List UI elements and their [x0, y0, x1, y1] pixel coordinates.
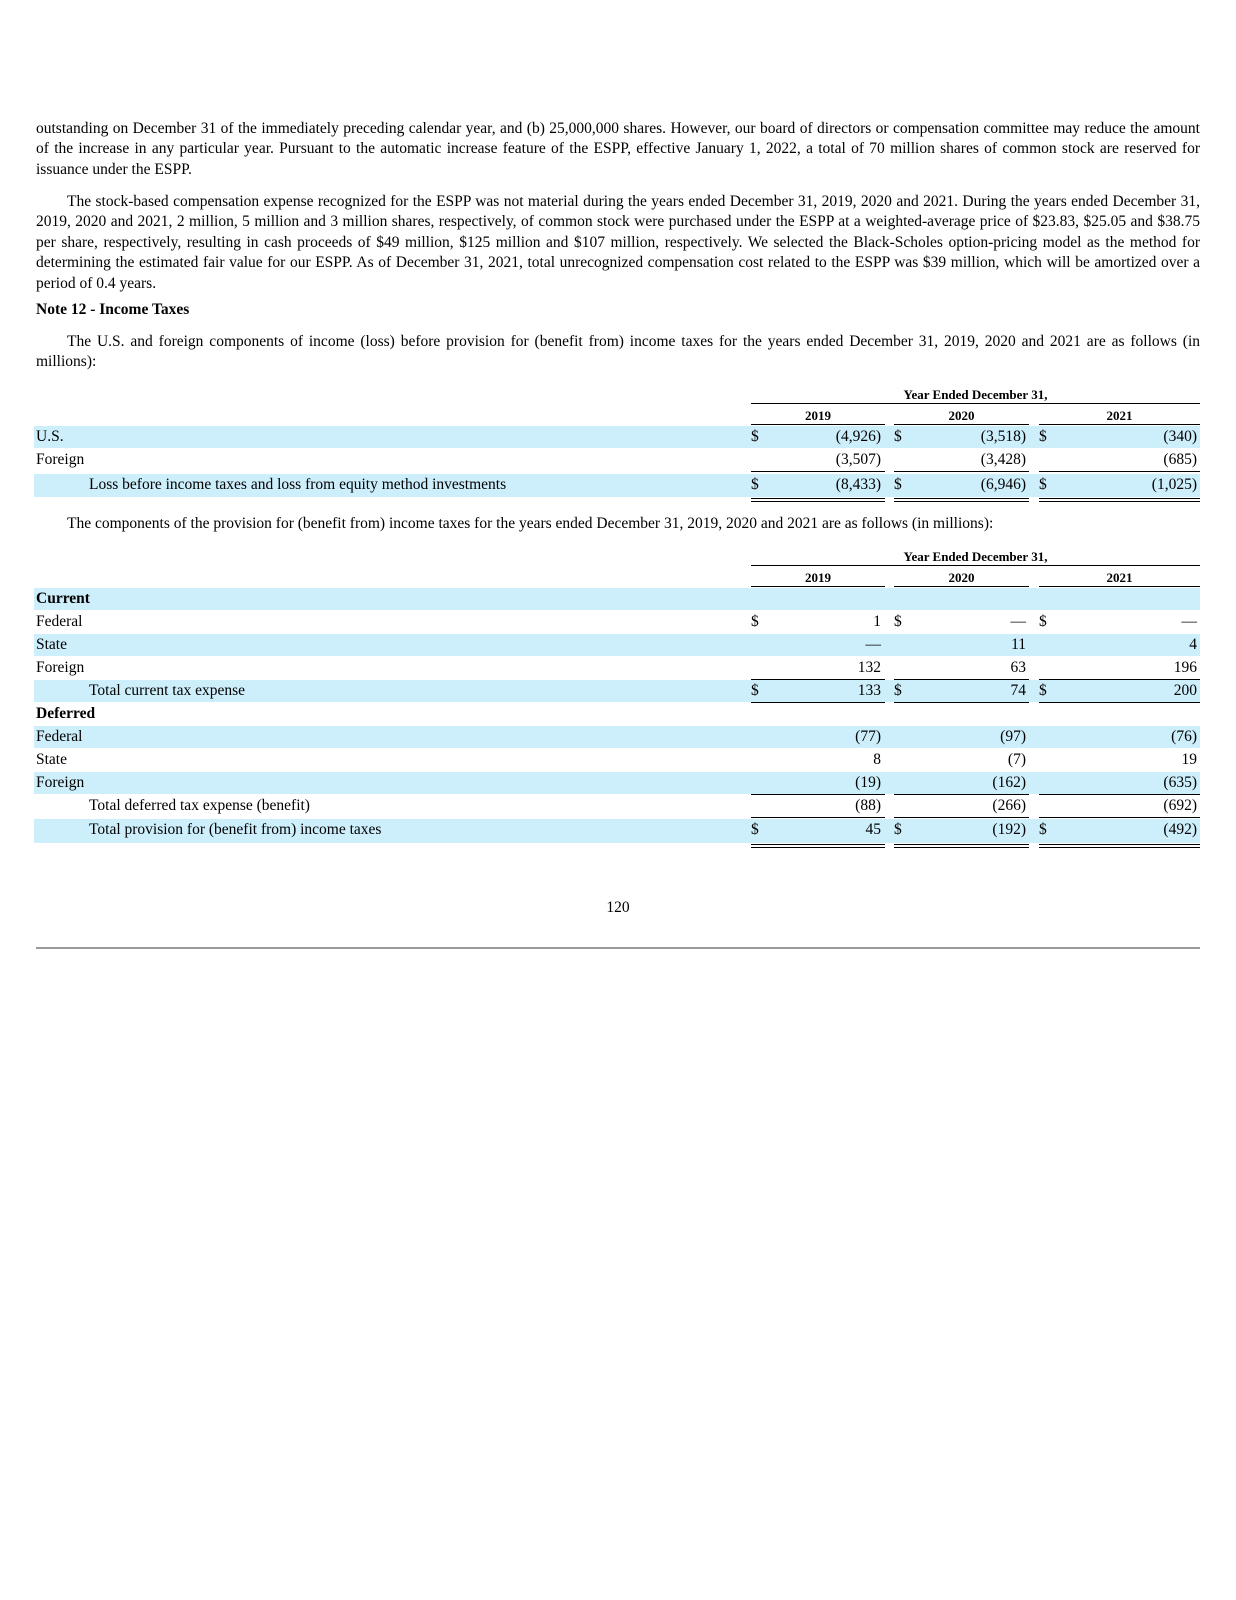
subtotal-rule	[751, 471, 885, 472]
row-label: Foreign	[36, 659, 85, 676]
dollar-sign: $	[751, 613, 759, 630]
value-2020: (6,946)	[980, 476, 1026, 493]
row-label: Federal	[36, 728, 83, 745]
subtotal-rule	[894, 471, 1029, 472]
section-label: Current	[36, 590, 90, 607]
value-2021: (685)	[1163, 451, 1197, 468]
year-2021: 2021	[1106, 570, 1133, 585]
table-row	[34, 611, 1200, 633]
value-2019: 8	[873, 751, 881, 768]
paragraph-espp-expense: The stock-based compensation expense recognized for the ESPP was not material during the years ended December 31, 2019, 2020 and 2021. During the years ended December 31, 2019, 2020 and 2021, 2 million, 5 million and 3 million shares, respectively, of common stock were purchased under the ESPP at a weighted-average price of $23.83, $25.05 and $38.75 per share, respectively, resulting in cash proceeds of $49 million, $125 million and $107 million, respectively. We selected the Black-Scholes option-pricing model as the method for determining the estimated fair value for our ESPP. As of December 31, 2021, total unrecognized compensation cost related to the ESPP was $39 million, which will be amortized over a period of 0.4 years.	[36, 193, 1200, 292]
value-2019: (88)	[855, 797, 881, 814]
year-rule	[751, 586, 885, 587]
value-2021: 200	[1173, 682, 1197, 699]
page-number: 120	[606, 899, 630, 916]
value-2019: 45	[865, 821, 881, 838]
table-row	[34, 726, 1200, 748]
year-2021: 2021	[1106, 408, 1133, 423]
table-row-total	[34, 795, 1200, 817]
dollar-sign: $	[751, 428, 759, 445]
subtotal-rule	[1039, 817, 1200, 818]
dollar-sign: $	[894, 821, 902, 838]
note-heading: Note 12 - Income Taxes	[36, 301, 190, 318]
row-label: Foreign	[36, 774, 85, 791]
total-rule	[1039, 844, 1200, 848]
table-row	[34, 772, 1200, 794]
value-2020: (3,428)	[980, 451, 1026, 468]
dollar-sign: $	[751, 682, 759, 699]
dollar-sign: $	[894, 428, 902, 445]
value-2021: (635)	[1163, 774, 1197, 791]
value-2021: (1,025)	[1151, 476, 1197, 493]
total-rule	[751, 844, 885, 848]
value-2020: (97)	[1000, 728, 1026, 745]
row-label: Total current tax expense	[89, 682, 245, 699]
table-row	[34, 426, 1200, 448]
value-2019: 133	[857, 682, 881, 699]
year-rule	[1039, 586, 1200, 587]
dollar-sign: $	[751, 821, 759, 838]
dollar-sign: $	[1039, 682, 1047, 699]
table-header: Year Ended December 31,	[903, 387, 1048, 402]
value-2021: (492)	[1163, 821, 1197, 838]
header-rule	[751, 565, 1200, 566]
table-row	[34, 749, 1200, 771]
value-2020: 11	[1011, 636, 1026, 653]
paragraph-espp-reserve: outstanding on December 31 of the immediately preceding calendar year, and (b) 25,000,000 shares. However, our board of directors or compensation committee may reduce the amount of the increase in any particular year. Pursuant to the automatic increase feature of the ESPP, effective January 1, 2022, a total of 70 million shares of common stock are reserved for issuance under the ESPP.	[36, 120, 1200, 178]
value-2020: 74	[1010, 682, 1026, 699]
value-2021: —	[1181, 613, 1197, 630]
value-2020: (266)	[992, 797, 1026, 814]
total-rule	[751, 498, 885, 502]
year-2020: 2020	[948, 570, 975, 585]
year-rule	[894, 424, 1029, 425]
value-2020: (7)	[1007, 751, 1026, 768]
value-2021: (692)	[1163, 797, 1197, 814]
value-2021: (76)	[1171, 728, 1197, 745]
row-label: State	[36, 636, 67, 653]
section-label: Deferred	[36, 705, 96, 722]
total-rule	[894, 844, 1029, 848]
value-2020: (192)	[992, 821, 1026, 838]
row-label: Federal	[36, 613, 83, 630]
table-row	[34, 634, 1200, 656]
year-2019: 2019	[805, 570, 831, 585]
footer-rule	[36, 947, 1200, 949]
value-2020: (162)	[992, 774, 1026, 791]
dollar-sign: $	[1039, 476, 1047, 493]
section-row	[34, 703, 1200, 725]
subtotal-rule	[894, 817, 1029, 818]
value-2020: —	[1010, 613, 1026, 630]
year-rule	[894, 586, 1029, 587]
row-label: U.S.	[36, 428, 64, 445]
year-2020: 2020	[948, 408, 975, 423]
row-label: State	[36, 751, 67, 768]
value-2019: (77)	[855, 728, 881, 745]
dollar-sign: $	[1039, 428, 1047, 445]
value-2019: —	[865, 636, 881, 653]
row-label: Foreign	[36, 451, 85, 468]
header-rule	[751, 403, 1200, 404]
table-row	[34, 449, 1200, 471]
dollar-sign: $	[1039, 821, 1047, 838]
dollar-sign: $	[894, 476, 902, 493]
dollar-sign: $	[1039, 613, 1047, 630]
year-rule	[751, 424, 885, 425]
subtotal-rule	[751, 817, 885, 818]
value-2019: (19)	[855, 774, 881, 791]
total-rule	[894, 498, 1029, 502]
value-2019: (4,926)	[835, 428, 881, 445]
value-2021: 4	[1189, 636, 1197, 653]
paragraph-provision-components: The components of the provision for (benefit from) income taxes for the years ended December 31, 2019, 2020 and 2021 are as follows (in millions):	[67, 515, 994, 532]
value-2019: (3,507)	[835, 451, 881, 468]
paragraph-income-components: The U.S. and foreign components of income (loss) before provision for (benefit from) income taxes for the years ended December 31, 2019, 2020 and 2021 are as follows (in millions):	[36, 333, 1200, 371]
row-label: Total provision for (benefit from) income taxes	[89, 821, 382, 838]
value-2021: (340)	[1163, 428, 1197, 445]
subtotal-rule	[1039, 471, 1200, 472]
value-2021: 19	[1181, 751, 1197, 768]
row-label: Loss before income taxes and loss from equity method investments	[89, 476, 507, 493]
year-2019: 2019	[805, 408, 831, 423]
value-2021: 196	[1173, 659, 1197, 676]
total-rule	[1039, 498, 1200, 502]
value-2020: (3,518)	[980, 428, 1026, 445]
year-rule	[1039, 424, 1200, 425]
value-2019: (8,433)	[835, 476, 881, 493]
section-row	[34, 588, 1200, 610]
table-header: Year Ended December 31,	[903, 549, 1048, 564]
table-row-grand-total	[34, 819, 1200, 843]
dollar-sign: $	[894, 682, 902, 699]
dollar-sign: $	[894, 613, 902, 630]
table-row	[34, 657, 1200, 679]
value-2019: 132	[857, 659, 881, 676]
dollar-sign: $	[751, 476, 759, 493]
table-row-total	[34, 680, 1200, 702]
row-label: Total deferred tax expense (benefit)	[89, 797, 310, 814]
value-2020: 63	[1010, 659, 1026, 676]
table-row-total	[34, 474, 1200, 497]
value-2019: 1	[873, 613, 881, 630]
